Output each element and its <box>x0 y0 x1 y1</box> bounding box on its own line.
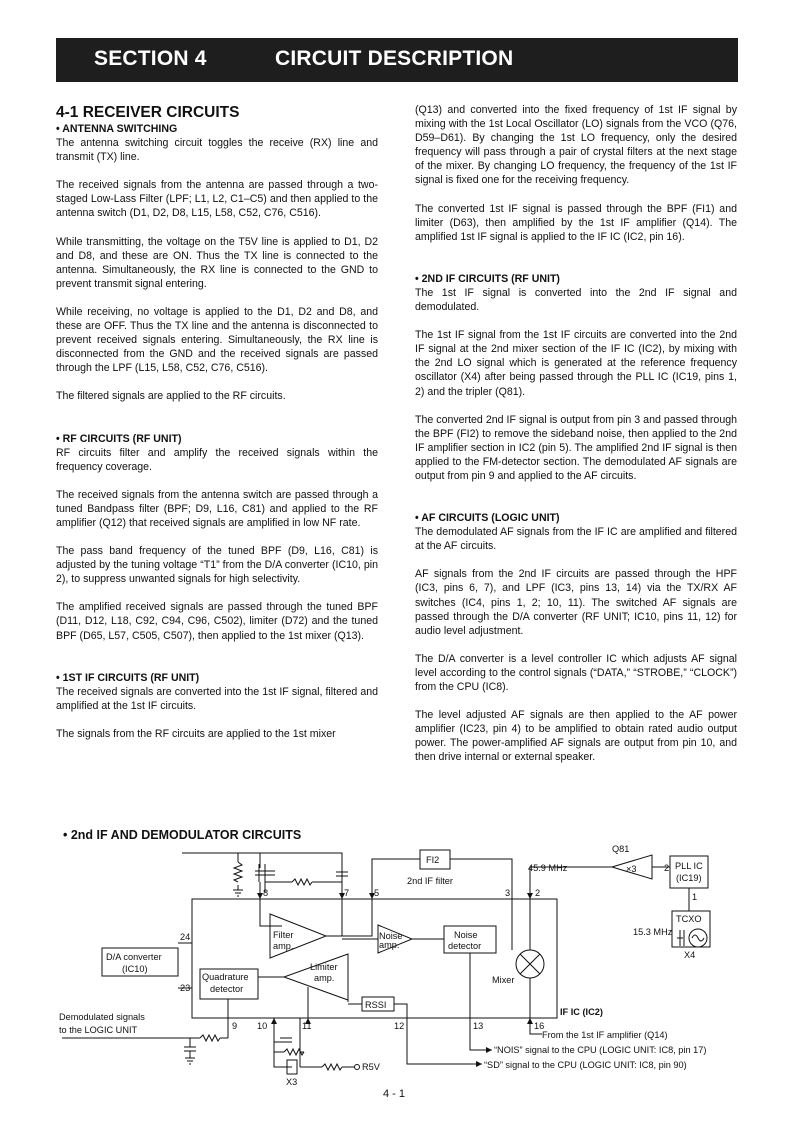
pin-label: 10 <box>257 1021 268 1031</box>
fi2-caption: 2nd IF filter <box>407 876 453 886</box>
noise-amp-1: Noise <box>379 931 403 941</box>
paragraph: The demodulated AF signals from the IF IC are amplified and filtered at the AF circuits. <box>415 526 737 553</box>
pin-label: 9 <box>232 1021 238 1031</box>
left-column <box>56 103 378 741</box>
paragraph: The level adjusted AF signals are then applied to the AF power amplifier (IC23, pin 4) to be amplified to obtain rated audio output power. The power-amplified AF signals are output from pin 10, and then drive internal or external speaker. <box>415 709 737 764</box>
1st-if-title: • 1ST IF CIRCUITS (RF UNIT) <box>56 671 200 684</box>
freq-153-label: 15.3 MHz <box>633 927 673 937</box>
pll-line2: (IC19) <box>676 873 702 883</box>
da-2: (IC10) <box>122 964 148 974</box>
paragraph: While transmitting, the voltage on the T5V line is applied to D1, D2 and D8, and these are ON. Thus the TX line is connected to the antenna. Simultaneously, the RX line is connected to the GND to prevent transmit signal entering. <box>56 235 378 290</box>
paragraph: The 1st IF signal from the 1st IF circuits are converted into the 2nd IF signal at the 2nd mixer section of the IF IC (IC2), by mixing with the 2nd LO signal which is generated at the reference frequency oscillator (X4) after being passed through the PLL IC (IC19, pins 1, 2) and the tripler (Q81). <box>415 329 737 398</box>
section-title: CIRCUIT DESCRIPTION <box>275 47 514 70</box>
demod-1: Demodulated signals <box>59 1012 145 1022</box>
section-number: SECTION 4 <box>94 47 207 70</box>
af-circuits-title: • AF CIRCUITS (LOGIC UNIT) <box>415 512 560 525</box>
paragraph: The pass band frequency of the tuned BPF (D9, L16, C81) is adjusted by the tuning voltage “T1” from the D/A converter (IC10, pin 2), to suppress unwanted signals for high selectivity. <box>56 545 378 586</box>
ific-label: IF IC (IC2) <box>560 1007 603 1017</box>
pin-label: 2 <box>664 863 670 873</box>
quad-2: detector <box>210 984 244 994</box>
pin-label: 13 <box>473 1021 484 1031</box>
mixer-label: Mixer <box>492 975 515 985</box>
pin-label: 3 <box>505 888 511 898</box>
filter-amp-1: Filter <box>273 930 294 940</box>
quad-1: Quadrature <box>202 972 249 982</box>
paragraph: The converted 1st IF signal is passed through the BPF (FI1) and limiter (D63), then amplified by the 1st IF amplifier (Q14). The amplified 1st IF signal is applied to the IF IC (IC2, pin 16). <box>415 202 737 243</box>
pin-label: 5 <box>374 888 380 898</box>
pin-label: 24 <box>180 932 191 942</box>
paragraph: The converted 2nd IF signal is output from pin 3 and passed through the BPF (FI2) to remove the sideband noise, then applied to the 2nd IF amplifier section in IC2 (pin 5). The amplified 2nd IF signal is then applied to the FM-detector section. The demodulated AF signals are output from pin 9 and applied to the AF circuits. <box>415 413 737 482</box>
page-number: 4 - 1 <box>383 1088 406 1100</box>
noise-det-2: detector <box>448 941 482 951</box>
noise-amp-2: amp. <box>379 940 400 950</box>
pin-label: 1 <box>692 892 698 902</box>
paragraph: The received signals are converted into the 1st IF signal, filtered and amplified at the 1st IF circuits. <box>56 685 378 712</box>
paragraph: The filtered signals are applied to the RF circuits. <box>56 390 286 403</box>
rf-circuits-title: • RF CIRCUITS (RF UNIT) <box>56 432 182 445</box>
limiter-2: amp. <box>314 973 335 983</box>
fi2-label: FI2 <box>426 855 440 865</box>
rssi-label: RSSI <box>365 1000 387 1010</box>
nois-signal: “NOIS” signal to the CPU (LOGIC UNIT: IC8, pin 17) <box>494 1045 707 1055</box>
paragraph: (Q13) and converted into the fixed frequency of 1st IF signal by mixing with the 1st Local Oscillator (LO) signals from the VCO (Q76, D59–D61). By changing the 1st LO frequency, only the desired frequency will pass through a pair of crystal filters at the next stage of the mixer. By changing LO frequency, the frequency of the 1st IF signal is fixed one for the receiving frequency. <box>415 104 737 187</box>
pin-label: 8 <box>263 888 269 898</box>
tcxo-label: TCXO <box>676 914 702 924</box>
q81-mult: ×3 <box>626 864 637 874</box>
resistor <box>234 862 242 882</box>
pin-label: 23 <box>180 983 191 993</box>
pin-label: 11 <box>302 1021 312 1031</box>
diagram-title: • 2nd IF AND DEMODULATOR CIRCUITS <box>63 828 302 842</box>
pin-label: 16 <box>534 1021 545 1031</box>
freq-459-label: 45.9 MHz <box>528 863 568 873</box>
pin-label: 7 <box>344 888 350 898</box>
2nd-if-title: • 2ND IF CIRCUITS (RF UNIT) <box>415 272 560 285</box>
paragraph: The antenna switching circuit toggles the receive (RX) line and transmit (TX) line. <box>56 137 378 164</box>
demod-2: to the LOGIC UNIT <box>59 1025 138 1035</box>
paragraph: The 1st IF signal is converted into the 2nd IF signal and demodulated. <box>415 286 737 314</box>
paragraph: The D/A converter is a level controller IC which adjusts AF signal level according to the control signals (“DATA,” “STROBE,” “CLOCK”) from the CPU (IC8). <box>415 652 737 693</box>
da-1: D/A converter <box>106 952 162 962</box>
pin-label: 2 <box>535 888 541 898</box>
paragraph: The received signals from the antenna are passed through a two-staged Low-Lass Filter (LPF; L1, L2, C1–C5) and then applied to the antenna switch (D1, D2, D8, L15, L58, C52, C76, C516). <box>56 179 378 220</box>
section-header <box>56 38 738 82</box>
q81-label: Q81 <box>612 844 630 854</box>
paragraph: The signals from the RF circuits are applied to the 1st mixer <box>56 727 336 740</box>
right-column <box>415 103 737 764</box>
if-demodulator-diagram <box>52 842 764 1092</box>
noise-det-1: Noise <box>454 930 478 940</box>
filter-amp-2: amp. <box>273 941 294 951</box>
pll-line1: PLL IC <box>675 861 703 871</box>
resistor <box>200 1035 220 1041</box>
paragraph: RF circuits filter and amplify the received signals within the frequency coverage. <box>56 446 378 473</box>
r5v-label: R5V <box>362 1062 380 1072</box>
paragraph: The received signals from the antenna switch are passed through a tuned Bandpass filter (BPF; D9, L16, C81) and applied to the RF amplifier (Q12) that received signals are amplified in low NF rate. <box>56 488 378 529</box>
x4-label: X4 <box>684 950 696 960</box>
paragraph: The amplified received signals are passed through the tuned BPF (D11, D12, L18, C92, C94, C96, C502), limiter (D72) and the tuned BPF (D65, L57, C505, C507), then applied to the 1st mixer (Q13). <box>56 601 378 642</box>
x3-label: X3 <box>286 1077 298 1087</box>
receiver-heading: 4-1 RECEIVER CIRCUITS <box>56 104 240 121</box>
limiter-1: Limiter <box>310 962 338 972</box>
antenna-switching-title: • ANTENNA SWITCHING <box>56 123 178 135</box>
paragraph: While receiving, no voltage is applied to the D1, D2 and D8, and these are OFF. Thus the TX line and the antenna is disconnected to prevent received signals entering. Simultaneously, the RX line is disconnected from the GND and the received signals are passed through the LPF (L15, L58, C52, C76, C516). <box>56 305 378 375</box>
paragraph: AF signals from the 2nd IF circuits are passed through the HPF (IC3, pins 6, 7), and LPF (IC3, pins 13, 14) via the TX/RX AF switches (IC4, pins 1, 2; 10, 11). The switched AF signals are passed through the D/A converter (RF UNIT; IC10, pins 11, 12) for audio level adjustment. <box>415 568 737 637</box>
resistor <box>322 1064 342 1070</box>
resistor <box>292 879 312 885</box>
from-1st-if: From the 1st IF amplifier (Q14) <box>542 1030 668 1040</box>
pin-label: 12 <box>394 1021 405 1031</box>
sd-signal: “SD” signal to the CPU (LOGIC UNIT: IC8, pin 90) <box>484 1060 687 1070</box>
